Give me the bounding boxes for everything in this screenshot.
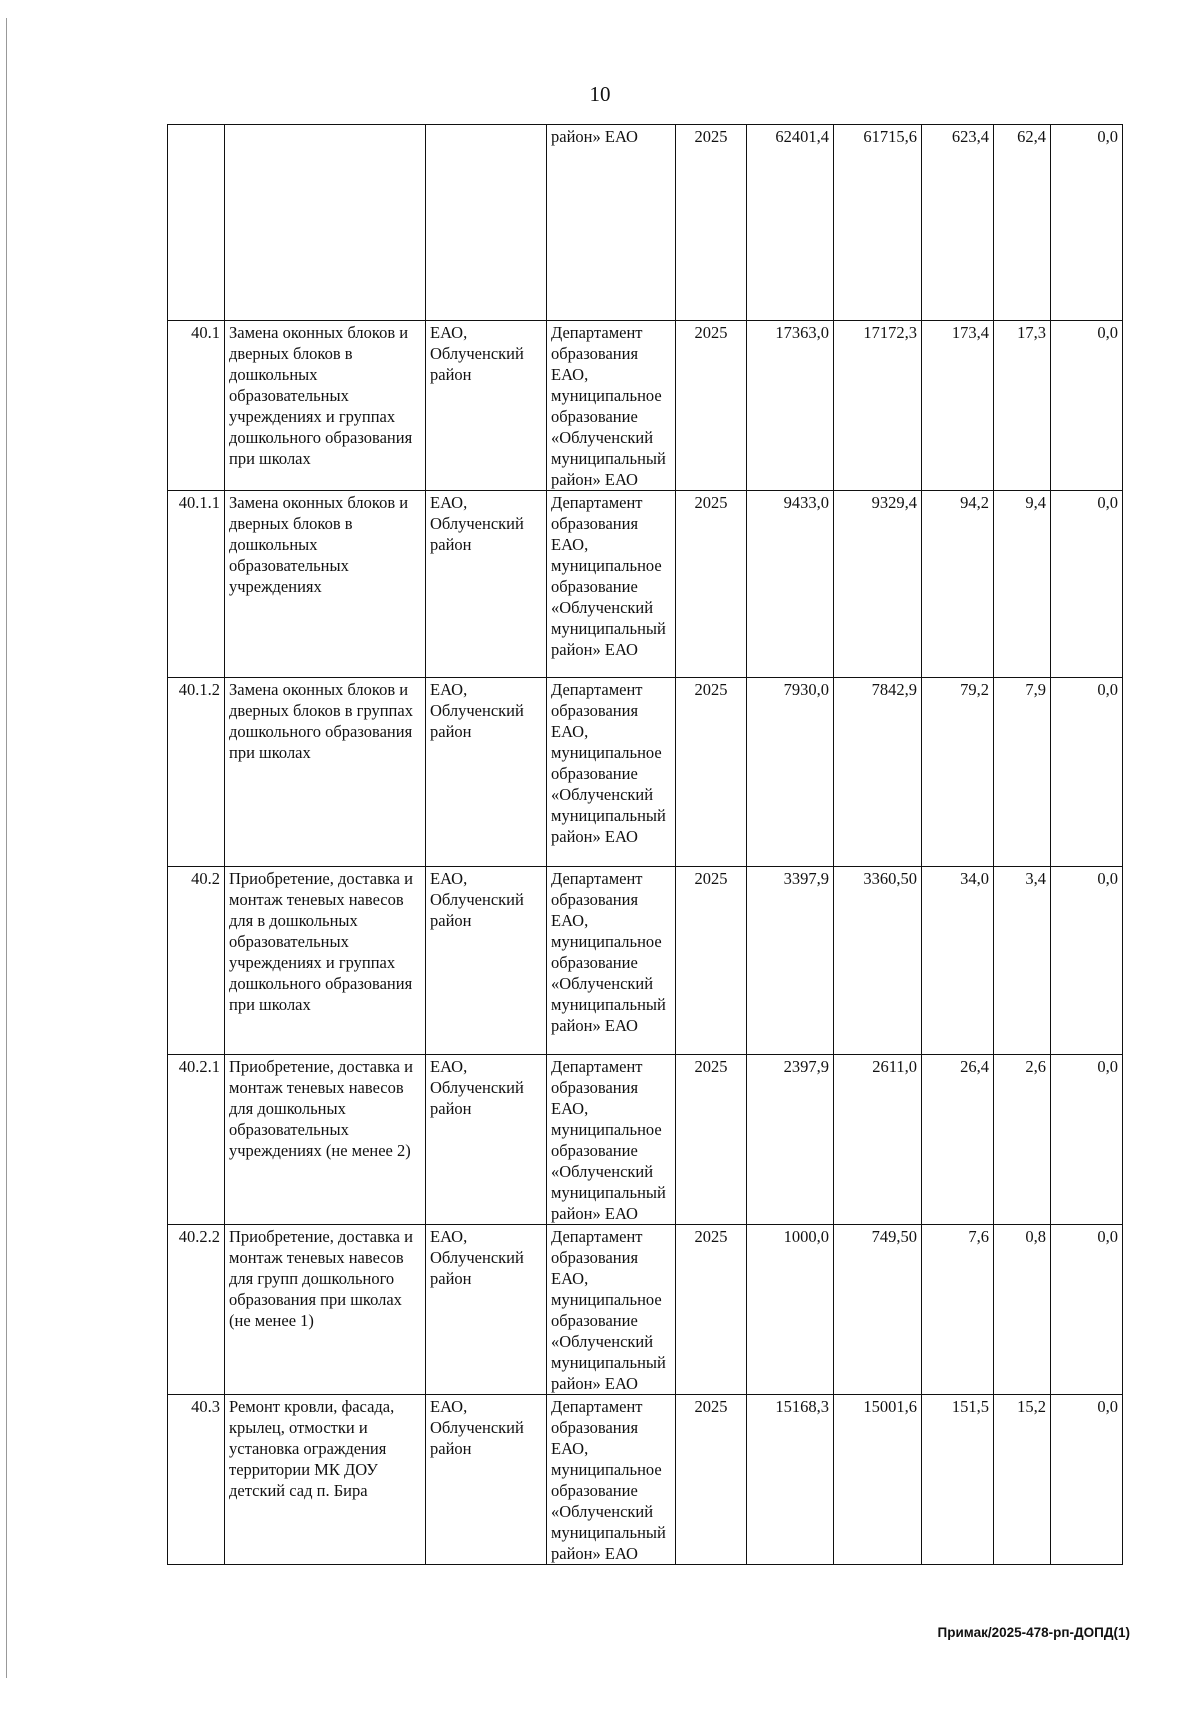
cell-territory: ЕАО, Облученский район [426,321,547,491]
cell-row-number: 40.2 [168,867,225,1055]
cell-year: 2025 [676,125,747,321]
cell-year: 2025 [676,678,747,867]
cell-total-amount: 17363,0 [747,321,834,491]
cell-total-amount: 7930,0 [747,678,834,867]
cell-municipal-budget: 0,8 [994,1225,1051,1395]
cell-other-sources: 0,0 [1051,125,1123,321]
cell-executor: район» ЕАО [547,125,676,321]
cell-federal-budget: 2611,0 [834,1055,922,1225]
cell-other-sources: 0,0 [1051,491,1123,678]
cell-row-number: 40.3 [168,1395,225,1565]
table-body [168,125,1123,1565]
cell-activity-name: Приобретение, доставка и монтаж теневых навесов для групп дошкольного образования при школах (не менее 1) [225,1225,426,1395]
cell-row-number: 40.1.1 [168,491,225,678]
cell-year: 2025 [676,321,747,491]
cell-federal-budget: 3360,50 [834,867,922,1055]
cell-other-sources: 0,0 [1051,1395,1123,1565]
cell-total-amount: 15168,3 [747,1395,834,1565]
margin-line [6,18,7,1678]
cell-federal-budget: 749,50 [834,1225,922,1395]
cell-total-amount: 2397,9 [747,1055,834,1225]
cell-federal-budget: 17172,3 [834,321,922,491]
footer-document-code: Примак/2025-478-рп-ДОПД(1) [937,1625,1130,1640]
cell-executor: Департамент образования ЕАО, муниципальное образование «Облученский муниципальный район» ЕАО [547,1055,676,1225]
cell-year: 2025 [676,491,747,678]
cell-executor: Департамент образования ЕАО, муниципальное образование «Облученский муниципальный район» ЕАО [547,1395,676,1565]
program-activities-table [167,124,1123,1565]
cell-activity-name: Приобретение, доставка и монтаж теневых навесов для дошкольных образовательных учреждениях (не менее 2) [225,1055,426,1225]
table-row [168,867,1123,1055]
cell-territory: ЕАО, Облученский район [426,678,547,867]
table-row [168,1055,1123,1225]
cell-executor: Департамент образования ЕАО, муниципальное образование «Облученский муниципальный район» ЕАО [547,867,676,1055]
table-row [168,321,1123,491]
cell-activity-name: Замена оконных блоков и дверных блоков в дошкольных образовательных учреждениях [225,491,426,678]
cell-territory: ЕАО, Облученский район [426,1395,547,1565]
cell-regional-budget: 151,5 [922,1395,994,1565]
cell-row-number [168,125,225,321]
cell-regional-budget: 79,2 [922,678,994,867]
cell-municipal-budget: 15,2 [994,1395,1051,1565]
cell-activity-name: Ремонт кровли, фасада, крылец, отмостки и установка ограждения территории МК ДОУ детский сад п. Бира [225,1395,426,1565]
table-row [168,125,1123,321]
cell-row-number: 40.1.2 [168,678,225,867]
page-number: 10 [589,82,611,106]
cell-municipal-budget: 2,6 [994,1055,1051,1225]
cell-territory: ЕАО, Облученский район [426,867,547,1055]
cell-activity-name [225,125,426,321]
cell-other-sources: 0,0 [1051,1055,1123,1225]
cell-total-amount: 62401,4 [747,125,834,321]
cell-other-sources: 0,0 [1051,867,1123,1055]
cell-municipal-budget: 3,4 [994,867,1051,1055]
table-row [168,1225,1123,1395]
cell-year: 2025 [676,1055,747,1225]
cell-municipal-budget: 7,9 [994,678,1051,867]
cell-other-sources: 0,0 [1051,321,1123,491]
cell-activity-name: Замена оконных блоков и дверных блоков в дошкольных образовательных учреждениях и группах дошкольного образования при школах [225,321,426,491]
cell-territory: ЕАО, Облученский район [426,1225,547,1395]
cell-activity-name: Приобретение, доставка и монтаж теневых навесов для в дошкольных образовательных учреждениях и группах дошкольного образования при школах [225,867,426,1055]
cell-row-number: 40.2.1 [168,1055,225,1225]
table-row [168,491,1123,678]
cell-regional-budget: 623,4 [922,125,994,321]
cell-federal-budget: 7842,9 [834,678,922,867]
cell-activity-name: Замена оконных блоков и дверных блоков в группах дошкольного образования при школах [225,678,426,867]
table-row [168,678,1123,867]
cell-year: 2025 [676,867,747,1055]
cell-year: 2025 [676,1225,747,1395]
cell-other-sources: 0,0 [1051,678,1123,867]
cell-municipal-budget: 62,4 [994,125,1051,321]
cell-executor: Департамент образования ЕАО, муниципальное образование «Облученский муниципальный район» ЕАО [547,1225,676,1395]
cell-total-amount: 9433,0 [747,491,834,678]
cell-row-number: 40.2.2 [168,1225,225,1395]
cell-regional-budget: 173,4 [922,321,994,491]
cell-total-amount: 1000,0 [747,1225,834,1395]
cell-territory: ЕАО, Облученский район [426,491,547,678]
cell-other-sources: 0,0 [1051,1225,1123,1395]
cell-regional-budget: 7,6 [922,1225,994,1395]
cell-federal-budget: 15001,6 [834,1395,922,1565]
cell-total-amount: 3397,9 [747,867,834,1055]
cell-year: 2025 [676,1395,747,1565]
cell-regional-budget: 26,4 [922,1055,994,1225]
cell-executor: Департамент образования ЕАО, муниципальное образование «Облученский муниципальный район» ЕАО [547,678,676,867]
cell-federal-budget: 61715,6 [834,125,922,321]
cell-federal-budget: 9329,4 [834,491,922,678]
cell-executor: Департамент образования ЕАО, муниципальное образование «Облученский муниципальный район» ЕАО [547,321,676,491]
cell-territory: ЕАО, Облученский район [426,1055,547,1225]
cell-municipal-budget: 9,4 [994,491,1051,678]
cell-row-number: 40.1 [168,321,225,491]
cell-regional-budget: 34,0 [922,867,994,1055]
cell-executor: Департамент образования ЕАО, муниципальное образование «Облученский муниципальный район» ЕАО [547,491,676,678]
cell-municipal-budget: 17,3 [994,321,1051,491]
table-row [168,1395,1123,1565]
cell-territory [426,125,547,321]
cell-regional-budget: 94,2 [922,491,994,678]
